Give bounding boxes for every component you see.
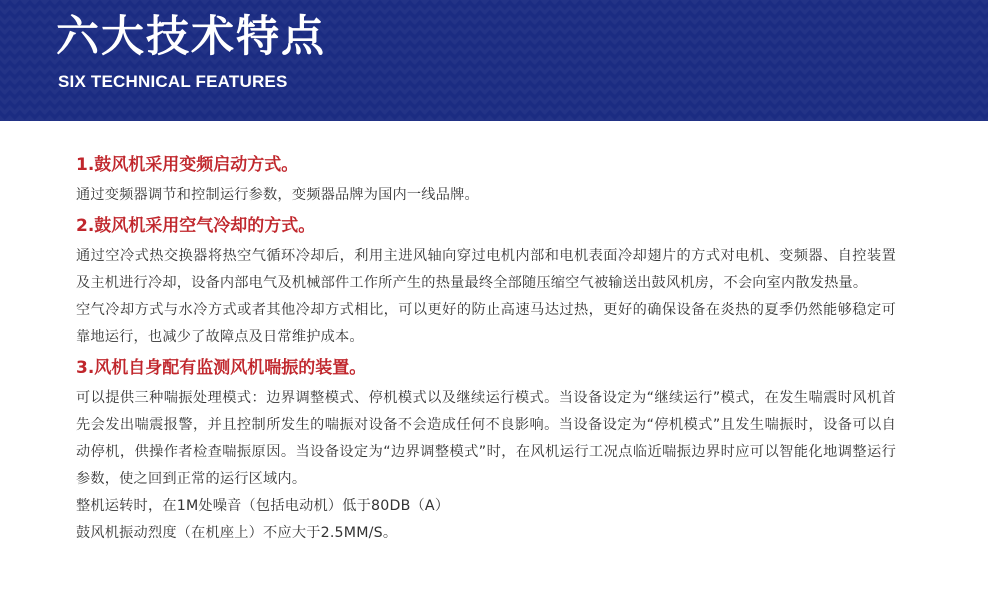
section-title: 2.鼓风机采用空气冷却的方式。	[76, 216, 316, 236]
section-paragraph: 通过空冷式热交换器将热空气循环冷却后，利用主进风轴向穿过电机内部和电机表面冷却翅片的方式对电机、变频器、自控装置及主机进行冷却，设备内部电气及机械部件工作所产生的热量最终全部随压缩空气被输送出鼓风机房，不会向室内散发热量。	[76, 248, 896, 291]
page-subtitle: SIX TECHNICAL FEATURES	[58, 72, 288, 91]
noise-spec: 整机运转时，在1M处噪音（包括电动机）低于80DB（A）	[76, 498, 450, 514]
header-banner	[0, 0, 988, 121]
feature-section-1	[76, 148, 896, 209]
section-paragraph: 可以提供三种喘振处理模式：边界调整模式、停机模式以及继续运行模式。当设备设定为“继续运行”模式，在发生喘震时风机首先会发出喘震报警，并且控制所发生的喘振对设备不会造成任何不良影响。当设备设定为“停机模式”且发生喘振时，设备可以自动停机，供操作者检查喘振原因。当设备设定为“边界调整模式”时，在风机运行工况点临近喘振边界时应可以智能化地调整运行参数，使之回到正常的运行区域内。	[76, 390, 896, 487]
section-paragraph: 通过变频器调节和控制运行参数，变频器品牌为国内一线品牌。	[76, 187, 479, 203]
section-title: 3.风机自身配有监测风机喘振的装置。	[76, 358, 367, 378]
features-content	[76, 148, 896, 547]
page-title: 六大技术特点	[56, 12, 326, 62]
feature-section-3	[76, 351, 896, 547]
section-paragraph: 空气冷却方式与水冷方式或者其他冷却方式相比，可以更好的防止高速马达过热，更好的确保设备在炎热的夏季仍然能够稳定可靠地运行，也减少了故障点及日常维护成本。	[76, 302, 896, 345]
feature-section-2	[76, 209, 896, 351]
vibration-spec: 鼓风机振动烈度（在机座上）不应大于2.5MM/S。	[76, 525, 398, 541]
section-title: 1.鼓风机采用变频启动方式。	[76, 155, 299, 175]
